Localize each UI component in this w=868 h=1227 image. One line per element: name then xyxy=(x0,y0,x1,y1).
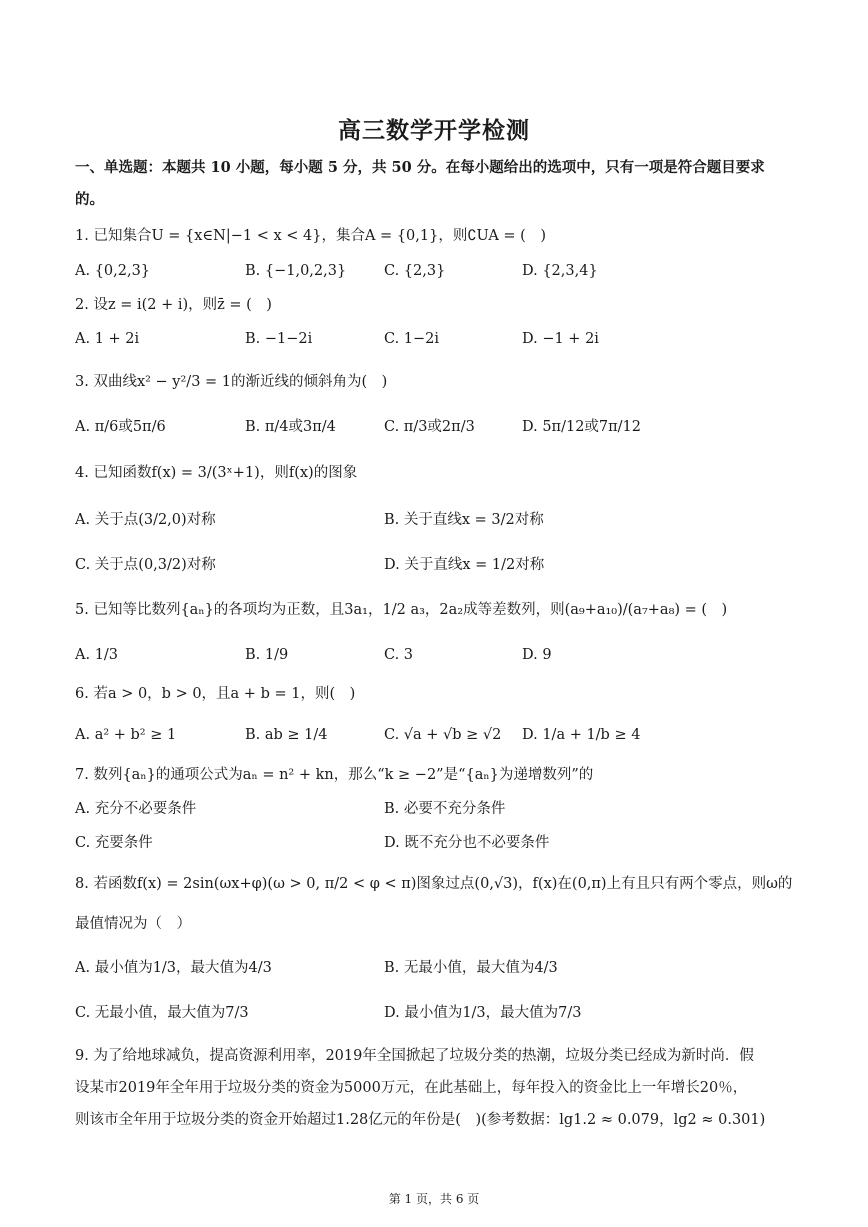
q6-option-d: D. 1/a + 1/b ≥ 4 xyxy=(522,727,641,743)
question-4-stem: 4. 已知函数f(x) = 3/(3ˣ+1)，则f(x)的图象 xyxy=(75,465,358,481)
q7-option-b: B. 必要不充分条件 xyxy=(384,801,506,817)
question-8-stem: 8. 若函数f(x) = 2sin(ωx+φ)(ω > 0, π/2 < φ < π)图象过点(0,√3)，f(x)在(0,π)上有且只有两个零点，则ω的 xyxy=(75,876,793,892)
page-title: 高三数学开学检测 xyxy=(338,117,530,144)
q4-option-d: D. 关于直线x = 1/2对称 xyxy=(384,557,545,573)
q7-option-a: A. 充分不必要条件 xyxy=(75,801,197,817)
question-3-stem: 3. 双曲线x² − y²/3 = 1的渐近线的倾斜角为( ) xyxy=(75,374,388,390)
question-7-stem: 7. 数列{aₙ}的通项公式为aₙ = n² + kn，那么“k ≥ −2”是“{aₙ}为递增数列”的 xyxy=(75,767,594,783)
q1-option-a: A. {0,2,3} xyxy=(75,263,151,279)
q2-option-a: A. 1 + 2i xyxy=(75,331,140,347)
q5-option-c: C. 3 xyxy=(384,647,414,663)
question-5-stem: 5. 已知等比数列{aₙ}的各项均为正数，且3a₁，1/2 a₃，2a₂成等差数列，则(a₉+a₁₀)/(a₇+a₈) = ( ) xyxy=(75,602,728,618)
q3-option-a: A. π/6或5π/6 xyxy=(75,419,166,435)
q8-option-d: D. 最小值为1/3，最大值为7/3 xyxy=(384,1005,582,1021)
question-9-stem-cont: 设某市2019年全年用于垃圾分类的资金为5000万元，在此基础上，每年投入的资金比上一年增长20％， xyxy=(75,1080,748,1096)
q3-option-d: D. 5π/12或7π/12 xyxy=(522,419,642,435)
question-9-stem-cont2: 则该市全年用于垃圾分类的资金开始超过1.28亿元的年份是( )(参考数据：lg1.2 ≈ 0.079，lg2 ≈ 0.301) xyxy=(75,1112,766,1128)
page-footer: 第 1 页，共 6 页 xyxy=(388,1192,480,1206)
q1-option-c: C. {2,3} xyxy=(384,263,446,279)
section-heading-cont: 的。 xyxy=(75,191,104,208)
question-9-stem: 9. 为了给地球减负，提高资源利用率，2019年全国掀起了垃圾分类的热潮，垃圾分类已经成为新时尚．假 xyxy=(75,1048,754,1064)
question-6-stem: 6. 若a > 0，b > 0，且a + b = 1，则( ) xyxy=(75,686,356,702)
q6-option-b: B. ab ≥ 1/4 xyxy=(245,727,328,743)
q7-option-c: C. 充要条件 xyxy=(75,835,153,851)
q5-option-a: A. 1/3 xyxy=(75,647,119,663)
q8-option-b: B. 无最小值，最大值为4/3 xyxy=(384,960,558,976)
q5-option-b: B. 1/9 xyxy=(245,647,289,663)
q2-option-b: B. −1−2i xyxy=(245,331,313,347)
q3-option-b: B. π/4或3π/4 xyxy=(245,419,336,435)
q6-option-a: A. a² + b² ≥ 1 xyxy=(75,727,177,743)
q4-option-c: C. 关于点(0,3/2)对称 xyxy=(75,557,216,573)
q1-option-d: D. {2,3,4} xyxy=(522,263,598,279)
q2-option-c: C. 1−2i xyxy=(384,331,440,347)
section-heading: 一、单选题：本题共 10 小题，每小题 5 分，共 50 分。在每小题给出的选项中，只有一项是符合题目要求 xyxy=(75,159,765,176)
question-2-stem: 2. 设z = i(2 + i)，则z̄ = ( ) xyxy=(75,297,272,313)
q8-option-a: A. 最小值为1/3，最大值为4/3 xyxy=(75,960,272,976)
q7-option-d: D. 既不充分也不必要条件 xyxy=(384,835,550,851)
q5-option-d: D. 9 xyxy=(522,647,552,663)
q2-option-d: D. −1 + 2i xyxy=(522,331,599,347)
q4-option-b: B. 关于直线x = 3/2对称 xyxy=(384,512,544,528)
q3-option-c: C. π/3或2π/3 xyxy=(384,419,475,435)
q8-option-c: C. 无最小值，最大值为7/3 xyxy=(75,1005,249,1021)
question-1-stem: 1. 已知集合U = {x∈N|−1 < x < 4}，集合A = {0,1}，则∁UA = ( ) xyxy=(75,228,546,244)
q4-option-a: A. 关于点(3/2,0)对称 xyxy=(75,512,216,528)
q1-option-b: B. {−1,0,2,3} xyxy=(245,263,347,279)
q6-option-c: C. √a + √b ≥ √2 xyxy=(384,727,502,743)
question-8-stem-cont: 最值情况为（ ） xyxy=(75,916,191,932)
